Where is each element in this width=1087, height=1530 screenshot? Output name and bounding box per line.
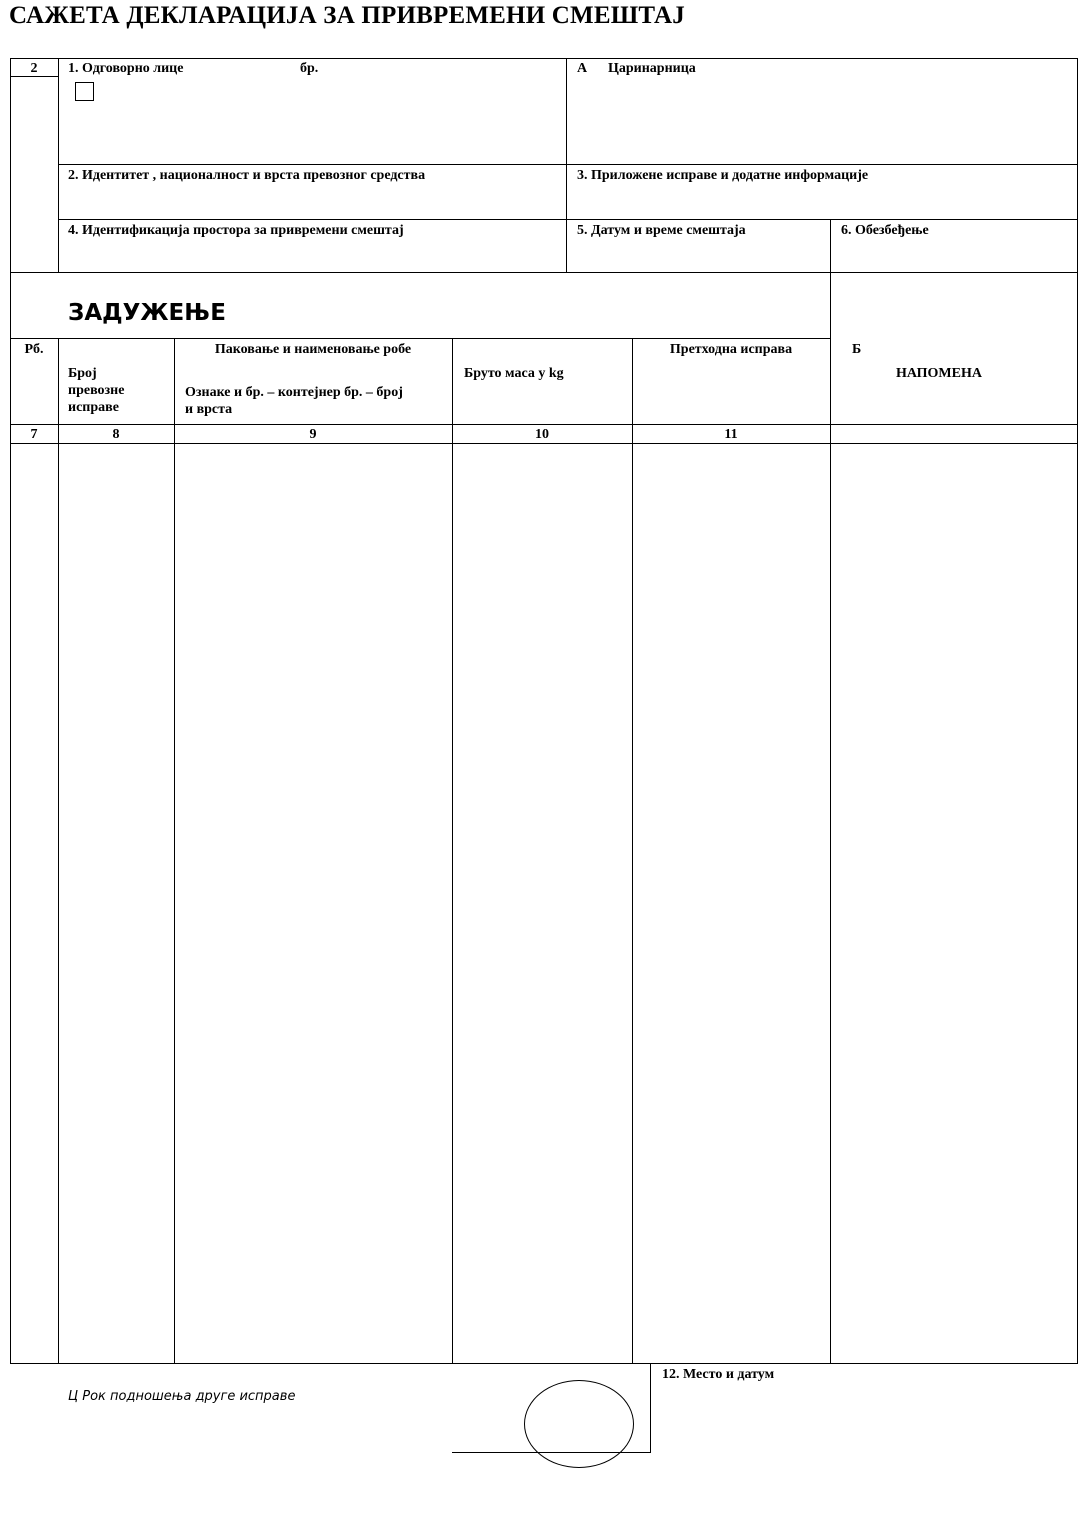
column-header-prev-doc: Претходна исправа: [669, 342, 793, 357]
field-a-label: Царинарница: [608, 61, 696, 76]
field-b-letter: Б: [852, 342, 862, 357]
section-heading: ЗАДУЖЕЊЕ: [68, 300, 226, 326]
field-c-label: Ц Рок подношења друге исправе: [68, 1389, 296, 1404]
column-header-gross-mass: Бруто маса у kg: [464, 366, 564, 381]
field-6-label: 6. Обезбеђење: [841, 223, 929, 238]
field-2-label: 2. Идентитет , националност и врста превозног средства: [68, 168, 426, 183]
field-4-label: 4. Идентификација простора за привремени смештај: [68, 223, 404, 238]
responsible-person-checkbox[interactable]: [75, 82, 94, 101]
column-header-rb: Рб.: [24, 342, 44, 357]
column-header-transport-doc: Број превозне исправе: [68, 366, 125, 415]
box-2-number: 2: [30, 61, 38, 76]
column-number-9: 9: [309, 427, 317, 442]
field-a-letter: А: [577, 61, 588, 76]
field-12-label: 12. Место и датум: [662, 1367, 775, 1382]
column-number-8: 8: [112, 427, 120, 442]
field-5-label: 5. Датум и време смештаја: [577, 223, 746, 238]
field-1-number-label: бр.: [300, 61, 319, 76]
field-3-label: 3. Приложене исправе и додатне информације: [577, 168, 869, 183]
column-header-packaging-sub: Ознаке и бр. – контејнер бр. – број и врста: [185, 385, 403, 417]
column-number-10: 10: [535, 427, 549, 442]
document-title: САЖЕТА ДЕКЛАРАЦИЈА ЗА ПРИВРЕМЕНИ СМЕШТАЈ: [9, 2, 685, 29]
field-1-label: 1. Одговорно лице: [68, 61, 184, 76]
column-number-11: 11: [724, 427, 738, 442]
stamp-placeholder: [524, 1380, 634, 1468]
column-number-7: 7: [30, 427, 38, 442]
column-header-packaging-title: Паковање и наименовање робе: [214, 342, 412, 357]
field-b-label: НАПОМЕНА: [896, 366, 982, 381]
